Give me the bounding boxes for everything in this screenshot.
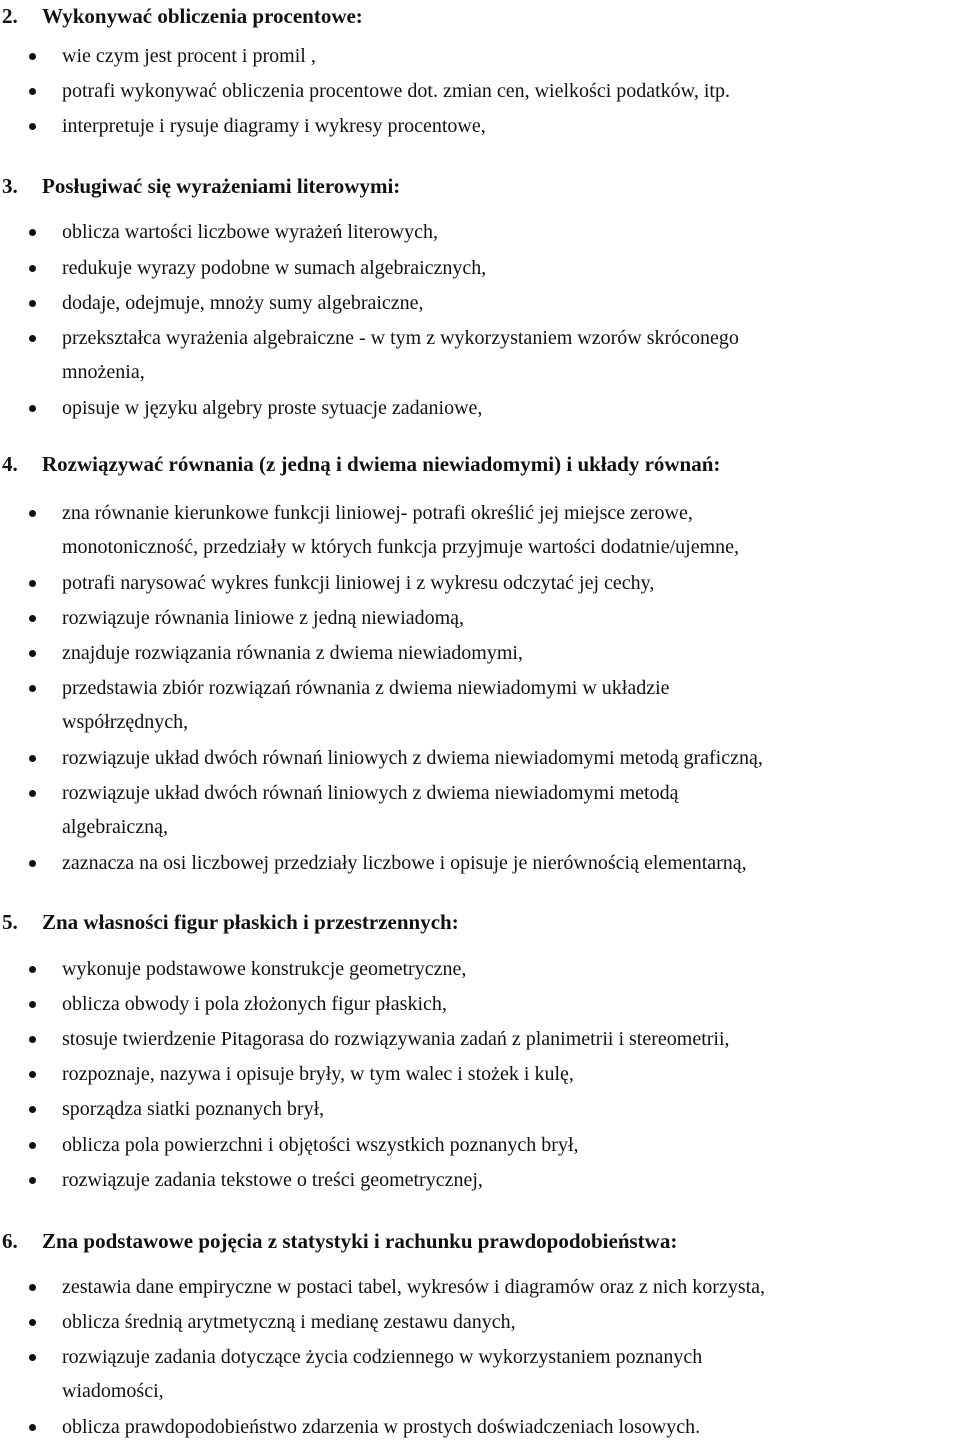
section-heading (0, 908, 459, 936)
list-item-text: wykonuje podstawowe konstrukcje geometryczne, (62, 958, 467, 980)
bullet-icon (29, 1424, 36, 1431)
list-item-text: wie czym jest procent i promil , (62, 45, 316, 67)
bullet-icon (29, 300, 36, 307)
list-item-text: oblicza prawdopodobieństwo zdarzenia w prostych doświadczeniach losowych. (62, 1416, 701, 1438)
list-item (62, 987, 960, 1021)
list-item-text: znajduje rozwiązania równania z dwiema niewiadomymi, (62, 642, 523, 664)
bullet-icon (29, 1354, 36, 1361)
bullet-icon (29, 580, 36, 587)
list-item (62, 741, 960, 775)
list-item-text: rozwiązuje równania liniowe z jedną niewiadomą, (62, 607, 465, 629)
list-item (62, 1128, 960, 1162)
list-item (62, 566, 960, 600)
list-item-text: zestawia dane empiryczne w postaci tabel, wykresów i diagramów oraz z nich korzysta, (62, 1276, 766, 1298)
bullet-icon (29, 1036, 36, 1043)
list-item (62, 1022, 960, 1056)
bullet-icon (29, 1177, 36, 1184)
bullet-icon (29, 1284, 36, 1291)
list-item (62, 671, 960, 739)
list-item-text: przekształca wyrażenia algebraiczne - w tym z wykorzystaniem wzorów skróconego (62, 327, 739, 349)
list-item (62, 496, 960, 564)
list-item (62, 1410, 960, 1444)
list-item (62, 1163, 960, 1197)
list-item-text: przedstawia zbiór rozwiązań równania z dwiema niewiadomymi w układzie (62, 677, 670, 699)
list-item-text: zna równanie kierunkowe funkcji liniowej- potrafi określić jej miejsce zerowe, (62, 502, 693, 524)
bullet-icon (29, 790, 36, 797)
list-item (62, 286, 960, 320)
bullet-icon (29, 405, 36, 412)
list-item-text: stosuje twierdzenie Pitagorasa do rozwiązywania zadań z planimetrii i stereometrii, (62, 1028, 730, 1050)
section-number: 2. (2, 4, 18, 28)
list-item-text: zaznacza na osi liczbowej przedziały liczbowe i opisuje je nierównością elementarną, (62, 852, 747, 874)
list-item-text: współrzędnych, (62, 711, 189, 733)
bullet-icon (29, 755, 36, 762)
list-item-text: rozwiązuje zadania dotyczące życia codziennego w wykorzystaniem poznanych (62, 1346, 703, 1368)
list-item-text: dodaje, odejmuje, mnoży sumy algebraiczne, (62, 292, 424, 314)
section-heading (0, 172, 400, 200)
list-item (62, 1305, 960, 1339)
list-item-text: rozwiązuje układ dwóch równań liniowych z dwiema niewiadomymi metodą graficzną, (62, 747, 763, 769)
list-item-text: rozpoznaje, nazywa i opisuje bryły, w tym walec i stożek i kulę, (62, 1063, 574, 1085)
list-item (62, 321, 960, 389)
section-number: 4. (2, 452, 18, 476)
bullet-icon (29, 966, 36, 973)
section-title: Rozwiązywać równania (z jedną i dwiema niewiadomymi) i układy równań: (42, 452, 721, 476)
bullet-icon (29, 685, 36, 692)
bullet-icon (29, 510, 36, 517)
list-item (62, 776, 960, 844)
section-heading (0, 2, 363, 30)
bullet-icon (29, 1106, 36, 1113)
list-item (62, 952, 960, 986)
bullet-icon (29, 1319, 36, 1326)
bullet-icon (29, 1142, 36, 1149)
bullet-icon (29, 265, 36, 272)
bullet-icon (29, 1001, 36, 1008)
list-item-text: interpretuje i rysuje diagramy i wykresy procentowe, (62, 115, 486, 137)
list-item (62, 39, 960, 73)
list-item (62, 251, 960, 285)
list-item-text: redukuje wyrazy podobne w sumach algebraicznych, (62, 257, 487, 279)
list-item (62, 109, 960, 143)
bullet-icon (29, 615, 36, 622)
section-number: 6. (2, 1229, 18, 1253)
section-title: Wykonywać obliczenia procentowe: (42, 4, 363, 28)
list-item-text: opisuje w języku algebry proste sytuacje zadaniowe, (62, 397, 483, 419)
list-item (62, 74, 960, 108)
list-item (62, 1340, 960, 1408)
list-item (62, 846, 960, 880)
bullet-icon (29, 53, 36, 60)
bullet-icon (29, 860, 36, 867)
list-item-text: potrafi narysować wykres funkcji liniowej i z wykresu odczytać jej cechy, (62, 572, 655, 594)
list-item-text: rozwiązuje układ dwóch równań liniowych z dwiema niewiadomymi metodą (62, 782, 679, 804)
list-item-text: oblicza średnią arytmetyczną i medianę zestawu danych, (62, 1311, 516, 1333)
bullet-icon (29, 650, 36, 657)
list-item (62, 1270, 960, 1304)
section-title: Zna własności figur płaskich i przestrzennych: (42, 910, 459, 934)
list-item-text: mnożenia, (62, 361, 145, 383)
list-item-text: rozwiązuje zadania tekstowe o treści geometrycznej, (62, 1169, 483, 1191)
bullet-icon (29, 335, 36, 342)
section-heading (0, 1227, 677, 1255)
section-title: Posługiwać się wyrażeniami literowymi: (42, 174, 401, 198)
section-heading (0, 450, 720, 478)
list-item-text: monotoniczność, przedziały w których funkcja przyjmuje wartości dodatnie/ujemne, (62, 536, 740, 558)
list-item-text: wiadomości, (62, 1380, 164, 1402)
list-item-text: algebraiczną, (62, 816, 169, 838)
bullet-icon (29, 229, 36, 236)
list-item (62, 1092, 960, 1126)
list-item-text: oblicza obwody i pola złożonych figur płaskich, (62, 993, 447, 1015)
list-item-text: oblicza wartości liczbowe wyrażeń literowych, (62, 221, 438, 243)
list-item (62, 1057, 960, 1091)
bullet-icon (29, 88, 36, 95)
list-item (62, 601, 960, 635)
list-item (62, 215, 960, 249)
bullet-icon (29, 1071, 36, 1078)
list-item-text: oblicza pola powierzchni i objętości wszystkich poznanych brył, (62, 1134, 579, 1156)
section-number: 3. (2, 174, 18, 198)
bullet-icon (29, 123, 36, 130)
list-item-text: sporządza siatki poznanych brył, (62, 1098, 325, 1120)
list-item (62, 636, 960, 670)
list-item-text: potrafi wykonywać obliczenia procentowe dot. zmian cen, wielkości podatków, itp. (62, 80, 730, 102)
section-number: 5. (2, 910, 18, 934)
section-title: Zna podstawowe pojęcia z statystyki i rachunku prawdopodobieństwa: (42, 1229, 678, 1253)
list-item (62, 391, 960, 425)
